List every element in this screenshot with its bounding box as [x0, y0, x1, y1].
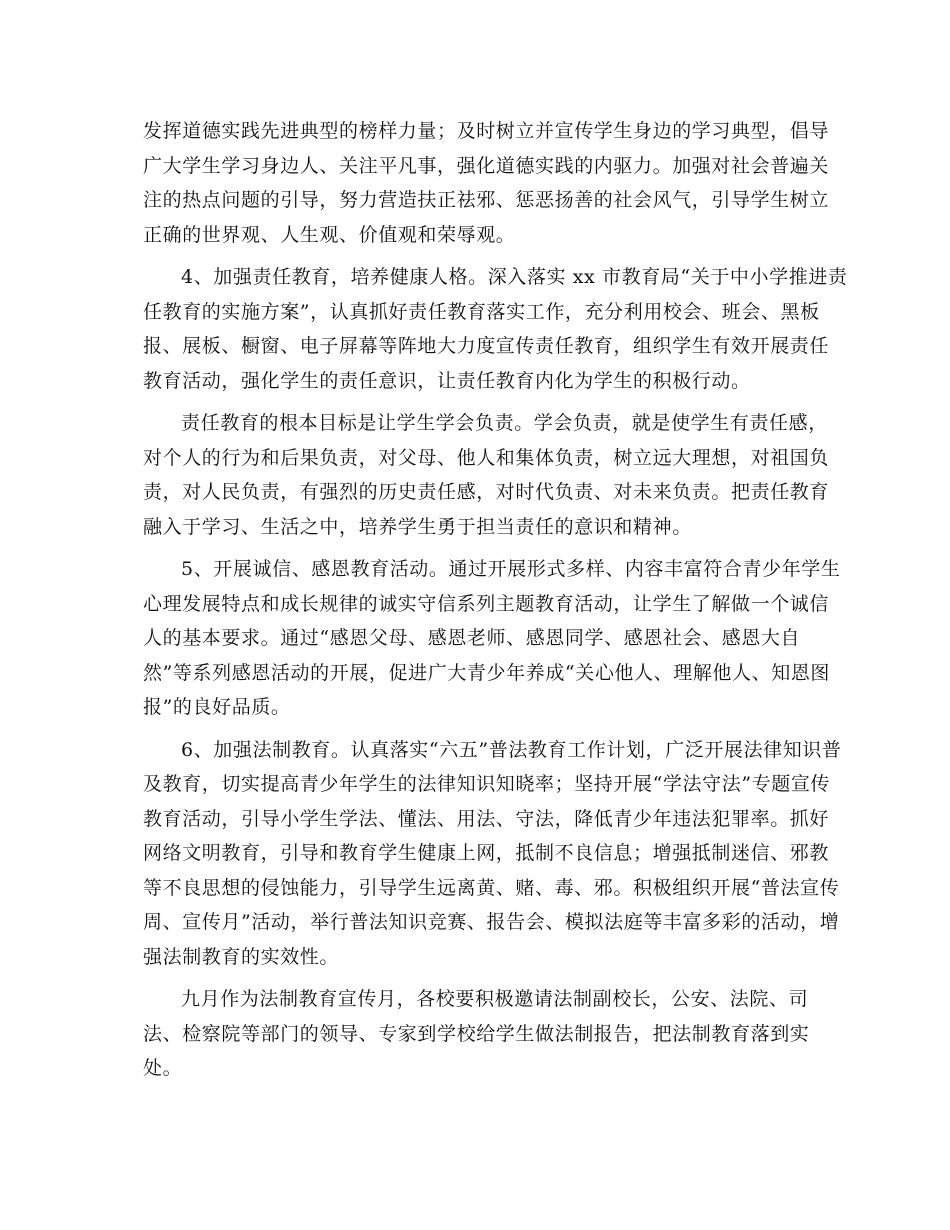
paragraph-line: 责任教育的根本目标是让学生学会负责。学会负责，就是使学生有责任感，	[181, 412, 828, 434]
paragraph-legal-education	[143, 733, 842, 975]
paragraph-line: 心理发展特点和成长规律的诚实守信系列主题教育活动，让学生了解做一个诚信	[143, 592, 830, 615]
paragraph-line: 处。	[143, 1057, 183, 1079]
paragraph-line: 广大学生学习身边人、关注平凡事，强化道德实践的内驱力。加强对社会普遍关	[143, 154, 830, 177]
paragraph-line: 6、加强法制教育。认真落实“六五”普法教育工作计划，广泛开展法律知识普	[181, 738, 842, 761]
paragraph-line: 4、加强责任教育，培养健康人格。深入落实 xx 市教育局“关于中小学推进责	[181, 266, 848, 288]
document-body	[143, 114, 848, 1094]
paragraph-line: 对个人的行为和后果负责，对父母、他人和集体负责，树立远大理想，对祖国负	[143, 446, 830, 469]
paragraph-line: 教育活动，强化学生的责任意识，让责任教育内化为学生的积极行动。	[143, 369, 751, 392]
paragraph-responsibility-education	[143, 260, 848, 398]
paragraph-line: 人的基本要求。通过“感恩父母、感恩老师、感恩同学、感恩社会、感恩大自	[143, 627, 801, 649]
paragraph-responsibility-goal	[143, 406, 830, 544]
paragraph-line: 注的热点问题的引导，努力营造扶正祛邪、惩恶扬善的社会风气，引导学生树立	[143, 189, 830, 211]
paragraph-line: 周、宣传月”活动，举行普法知识竞赛、报告会、模拟法庭等丰富多彩的活动，增	[143, 911, 840, 933]
paragraph-line: 法、检察院等部门的领导、专家到学校给学生做法制报告，把法制教育落到实	[143, 1022, 810, 1045]
paragraph-line: 发挥道德实践先进典型的榜样力量；及时树立并宣传学生身边的学习典型，倡导	[143, 120, 830, 142]
paragraph-line: 教育活动，引导小学生学法、懂法、用法、守法，降低青少年违法犯罪率。抓好	[143, 807, 830, 830]
paragraph-line: 九月作为法制教育宣传月，各校要积极邀请法制副校长，公安、法院、司	[181, 988, 809, 1010]
paragraph-line: 责，对人民负责，有强烈的历史责任感，对时代负责、对未来负责。把责任教育	[143, 481, 830, 503]
paragraph-moral-practice	[143, 114, 830, 252]
paragraph-line: 等不良思想的侵蚀能力，引导学生远离黄、赌、毒、邪。积极组织开展“普法宣传	[143, 876, 840, 899]
paragraph-line: 强法制教育的实效性。	[143, 945, 340, 968]
paragraph-line: 融入于学习、生活之中，培养学生勇于担当责任的意识和精神。	[143, 515, 692, 538]
paragraph-line: 及教育，切实提高青少年学生的法律知识知晓率；坚持开展“学法守法”专题宣传	[143, 773, 831, 795]
paragraph-line: 正确的世界观、人生观、价值观和荣辱观。	[143, 223, 516, 246]
paragraph-line: 网络文明教育，引导和教育学生健康上网，抵制不良信息；增强抵制迷信、邪教	[143, 842, 830, 864]
paragraph-line: 报、展板、橱窗、电子屏幕等阵地大力度宣传责任教育，组织学生有效开展责任	[143, 335, 830, 357]
paragraph-line: 报”的良好品质。	[143, 696, 291, 718]
paragraph-integrity-gratitude	[143, 552, 841, 725]
paragraph-line: 5、开展诚信、感恩教育活动。通过开展形式多样、内容丰富符合青少年学生	[181, 558, 841, 580]
paragraph-line: 任教育的实施方案”，认真抓好责任教育落实工作，充分利用校会、班会、黑板	[143, 300, 820, 323]
paragraph-legal-month	[143, 982, 811, 1086]
paragraph-line: 然”等系列感恩活动的开展，促进广大青少年养成“关心他人、理解他人、知恩图	[143, 661, 831, 684]
